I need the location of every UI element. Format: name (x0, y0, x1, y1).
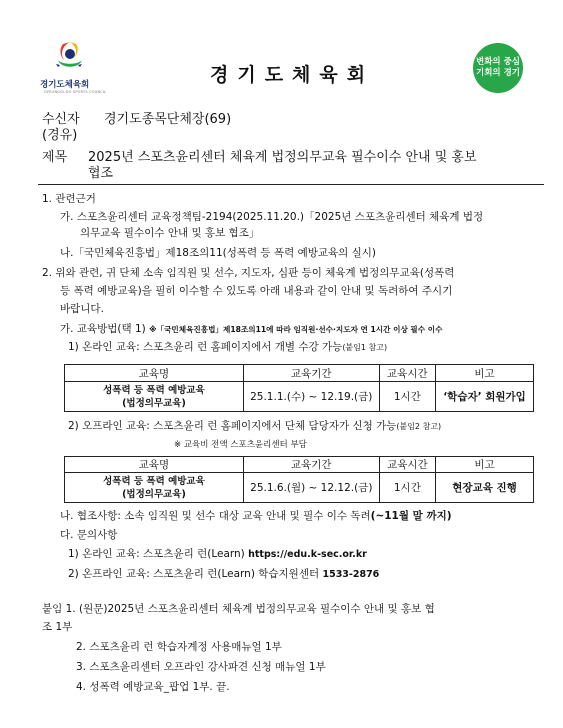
table-header-row (65, 365, 534, 382)
course-remark-cell: 현장교육 진행 (436, 473, 534, 503)
table-row (65, 382, 534, 412)
table-row (65, 473, 534, 503)
section-2-line-2: 등 폭력 예방교육)을 필히 이수할 수 있도록 아래 내용과 같이 안내 및 독려하여 주시기 (60, 285, 453, 297)
table-header-cell: 교육기간 (243, 365, 379, 382)
table-header-cell: 교육시간 (379, 365, 435, 382)
section-1-ga-line-2: 의무교육 필수이수 안내 및 홍보 협조」 (80, 227, 260, 239)
course-hours-cell: 1시간 (379, 473, 435, 503)
course-name-cell (65, 382, 244, 412)
online-ref: (붙임1 참고) (342, 343, 388, 352)
table-header-row (65, 457, 534, 473)
online-course-table (64, 364, 534, 412)
method-line (60, 322, 442, 337)
method-label: 가. 교육방법(택 1) (60, 323, 150, 335)
inquiry-online-url[interactable]: https://edu.k-sec.or.kr (248, 549, 367, 560)
course-name-line-1: 성폭력 등 폭력 예방교육 (103, 475, 205, 487)
section-2-line-3: 바랍니다. (60, 303, 104, 315)
header-divider (38, 184, 544, 185)
section-2-line-1: 2. 위와 관련, 귀 단체 소속 임직원 및 선수, 지도자, 심판 등이 체육계 법정의무교육(성폭력 (42, 267, 455, 279)
attachment-3: 3. 스포츠윤리센터 오프라인 강사파견 신청 매뉴얼 1부 (76, 661, 326, 673)
inquiry-offline-phone: 1533-2876 (322, 569, 380, 580)
org-logo-subtitle: GYEONGGI-DO SPORTS COUNCIL (44, 90, 107, 94)
offline-course-table (64, 456, 534, 503)
offline-ref: (붙임2 참고) (396, 422, 442, 431)
offline-text: 2) 오프라인 교육: 스포츠윤리 런 홈페이지에서 단체 담당자가 신청 가능 (68, 420, 397, 432)
subject-line-2: 협조 (88, 166, 114, 181)
attachment-2: 2. 스포츠윤리 런 학습자계정 사용매뉴얼 1부 (76, 641, 282, 653)
table-header-cell: 교육기간 (243, 457, 379, 473)
table-header-cell: 교육시간 (379, 457, 435, 473)
offline-line (68, 419, 441, 434)
page-title: 경기도체육회 (210, 64, 375, 86)
course-name-cell (65, 473, 244, 503)
course-remark-cell: ‘학습자’ 회원가입 (436, 382, 534, 412)
inquiry-online-text: 1) 온라인 교육: 스포츠윤리 런(Learn) (68, 548, 249, 560)
section-1-heading: 1. 관련근거 (42, 193, 96, 205)
online-line (68, 340, 387, 355)
slogan-badge (473, 43, 523, 93)
attachment-1-line-2: 조 1부 (42, 621, 73, 633)
inquiry-offline-text: 2) 온프라인 교육: 스포츠윤리 런(Learn) 학습지원센터 (68, 568, 323, 580)
org-logo-name: 경기도체육회 (40, 80, 90, 90)
recipient-value: 경기도종목단체장(69) (104, 112, 232, 127)
method-note: ※「국민체육진흥법」제18조의11에 따라 임직원·선수·지도자 연 1시간 이상 필수 이수 (149, 325, 443, 334)
cooperation-deadline: (~11월 말 까지) (370, 510, 452, 522)
section-1-na: 나.「국민체육진흥법」제18조의11(성폭력 등 폭력 예방교육의 실시) (60, 247, 377, 259)
table-header-cell: 비고 (436, 365, 534, 382)
via-label: (경유) (42, 128, 78, 143)
section-1-ga-line-1: 가. 스포츠윤리센터 교육정책팀-2194(2025.11.20.)「2025년 스포츠윤리센터 체육계 법정 (60, 211, 484, 223)
table-header-cell: 비고 (436, 457, 534, 473)
table-header-cell: 교육명 (65, 457, 244, 473)
course-name-line-1: 성폭력 등 폭력 예방교육 (103, 384, 205, 396)
course-period-cell: 25.1.6.(월) ~ 12.12.(금) (243, 473, 379, 503)
recipient-label: 수신자 (42, 112, 80, 127)
slogan-line-1: 변화의 중심 (475, 57, 520, 67)
inquiry-offline (68, 567, 379, 582)
subject-line-1: 2025년 스포츠윤리센터 체육계 법정의무교육 필수이수 안내 및 홍보 (88, 150, 477, 165)
offline-note: ※ 교육비 전액 스포츠윤리센터 부담 (174, 440, 307, 450)
table-header-cell: 교육명 (65, 365, 244, 382)
course-period-cell: 25.1.1.(수) ~ 12.19.(금) (243, 382, 379, 412)
course-hours-cell: 1시간 (379, 382, 435, 412)
inquiry-online (68, 547, 367, 562)
online-text: 1) 온라인 교육: 스포츠윤리 런 홈페이지에서 개별 수강 가능 (68, 341, 343, 353)
attachment-4: 4. 성폭력 예방교육_팝업 1부. 끝. (76, 681, 230, 693)
slogan-line-2: 기회의 경기 (475, 68, 520, 78)
attachment-1-line-1: 붙임 1. (원문)2025년 스포츠윤리센터 체육계 법정의무교육 필수이수 안내 및 홍보 협 (42, 603, 435, 615)
inquiry-heading: 다. 문의사항 (60, 529, 118, 541)
course-name-line-2: (법정의무교육) (122, 397, 186, 409)
course-name-line-2: (법정의무교육) (122, 488, 186, 500)
cooperation-line (60, 509, 452, 523)
org-emblem-icon (52, 38, 88, 76)
cooperation-text: 나. 협조사항: 소속 임직원 및 선수 대상 교육 안내 및 필수 이수 독려 (60, 510, 371, 522)
subject-label: 제목 (42, 150, 68, 165)
